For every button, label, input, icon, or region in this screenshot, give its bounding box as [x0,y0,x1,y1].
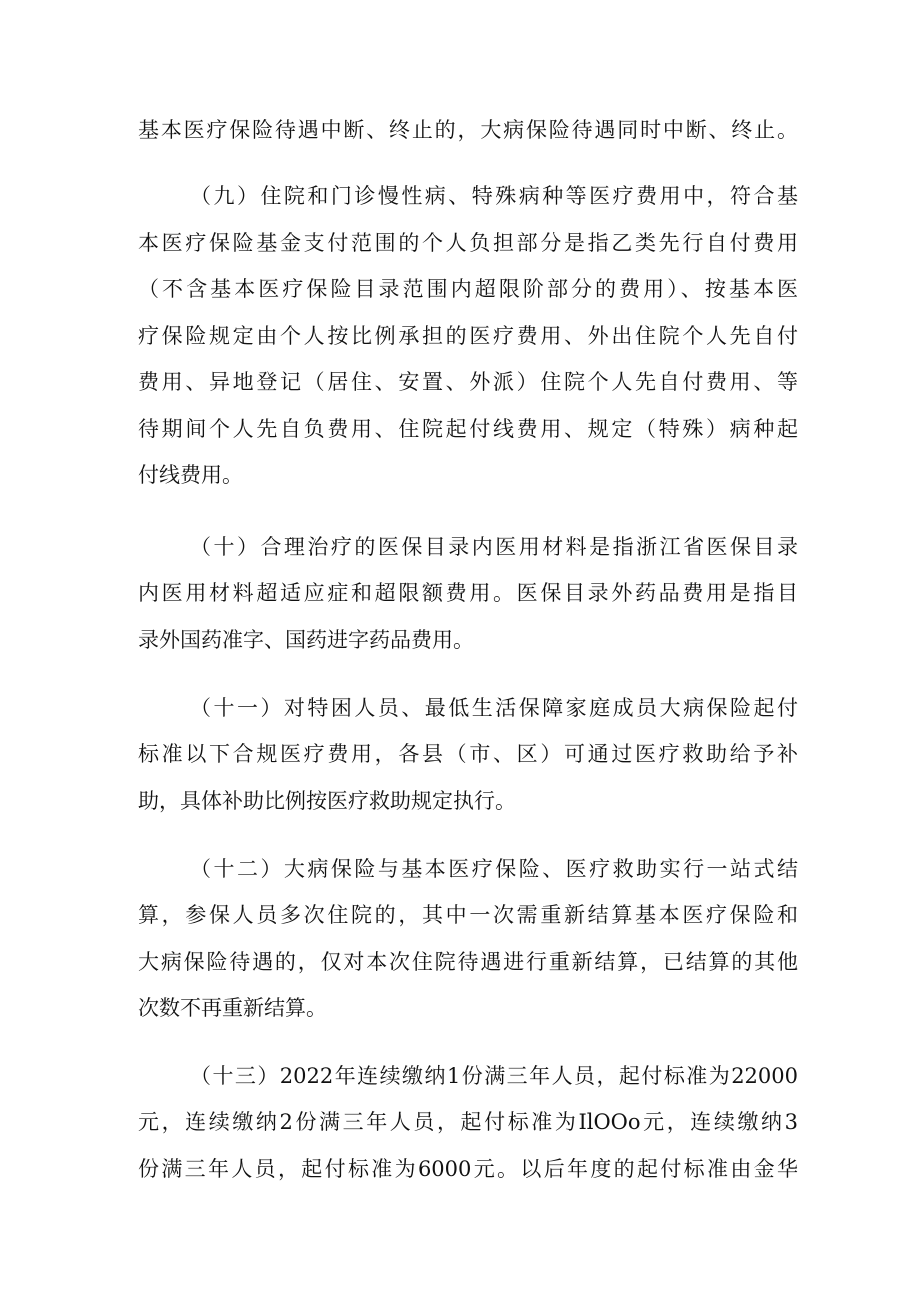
paragraph-line: 内医用材料超适应症和超限额费用。医保目录外药品费用是指目 [138,581,798,605]
paragraph-line: 份满三年人员，起付标准为6000元。以后年度的起付标准由金华 [138,1157,798,1181]
paragraph-line: 标准以下合规医疗费用，各县（市、区）可通过医疗救助给予补 [138,742,798,766]
paragraph-line: 待期间个人先自负费用、住院起付线费用、规定（特殊）病种起 [138,417,798,441]
paragraph-line: 大病保险待遇的，仅对本次住院待遇进行重新结算，已结算的其他 [138,950,798,974]
paragraph-line: 助，具体补助比例按医疗救助规定执行。 [138,789,516,813]
paragraph-line: 次数不再重新结算。 [138,996,327,1020]
paragraph-line: 费用、异地登记（居住、安置、外派）住院个人先自付费用、等 [138,370,798,394]
paragraph-line: 算，参保人员多次住院的，其中一次需重新结算基本医疗保险和 [138,903,798,927]
paragraph-line: 元，连续缴纳2份满三年人员，起付标准为IlOOo元，连续缴纳3 [138,1110,798,1134]
paragraph-line: （十三）2022年连续缴纳1份满三年人员，起付标准为22000 [190,1064,798,1088]
paragraph-line: 付线费用。 [138,463,243,487]
paragraph-line: （十）合理治疗的医保目录内医用材料是指浙江省医保目录 [190,535,798,559]
paragraph-line: 本医疗保险基金支付范围的个人负担部分是指乙类先行自付费用 [138,231,798,255]
paragraph-line: 疗保险规定由个人按比例承担的医疗费用、外出住院个人先自付 [138,324,798,348]
paragraph-line: （九）住院和门诊慢性病、特殊病种等医疗费用中，符合基 [190,184,798,208]
paragraph-line: （十一）对特困人员、最低生活保障家庭成员大病保险起付 [190,696,798,720]
paragraph-line: 录外国药准字、国药进字药品费用。 [138,628,474,652]
paragraph-line: （十二）大病保险与基本医疗保险、医疗救助实行一站式结 [190,857,798,881]
paragraph-line: （不含基本医疗保险目录范围内超限阶部分的费用）、按基本医 [138,277,798,301]
paragraph-line: 基本医疗保险待遇中断、终止的，大病保险待遇同时中断、终止。 [138,118,798,142]
